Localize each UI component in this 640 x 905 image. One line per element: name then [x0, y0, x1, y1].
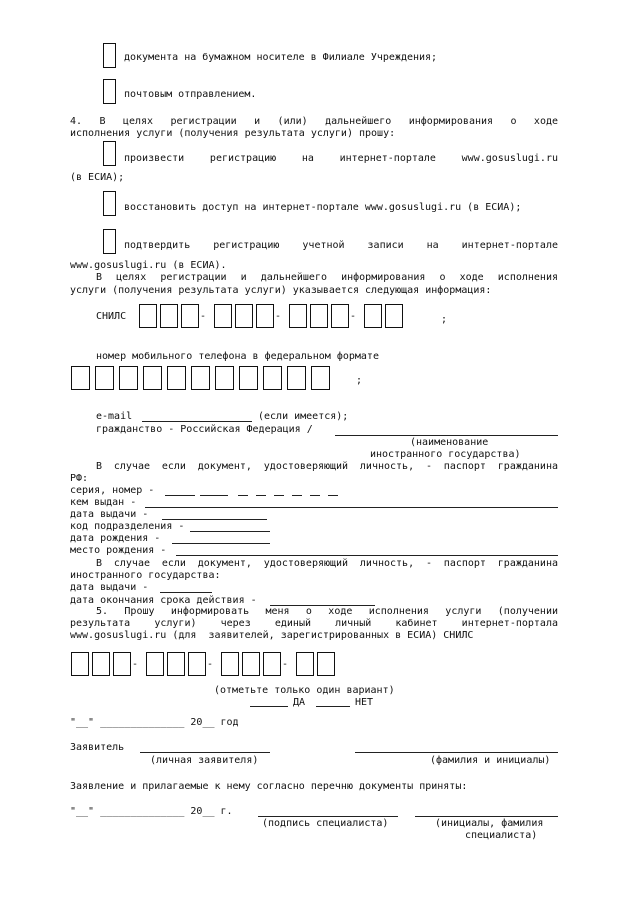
- division-code-field[interactable]: [190, 531, 270, 532]
- dash-separator: -: [350, 311, 357, 322]
- paragraph-4-line1: 4. В целях регистрации и (или) дальнейшего информирования о ходе: [70, 116, 558, 127]
- digit-cell[interactable]: [235, 304, 253, 328]
- applicant-signature-field[interactable]: [140, 752, 270, 753]
- number-digit-field[interactable]: [310, 495, 320, 496]
- citizenship-label: гражданство - Российская Федерация /: [96, 424, 313, 435]
- digit-cell[interactable]: [92, 652, 110, 676]
- accepted-line: Заявление и прилагаемые к нему согласно перечню документы приняты:: [70, 781, 468, 792]
- issued-by-label: кем выдан -: [70, 497, 137, 508]
- checkbox-restore[interactable]: [103, 191, 116, 216]
- birth-place-label: место рождения -: [70, 545, 167, 556]
- digit-cell[interactable]: [296, 652, 314, 676]
- application-date: "__" ______________ 20__ год: [70, 717, 239, 728]
- paragraph-5-line1: 5. Прошу информировать меня о ходе исполнения услуги (получении: [96, 606, 558, 617]
- issued-by-field[interactable]: [145, 507, 558, 508]
- option-mail-label: почтовым отправлением.: [124, 89, 257, 100]
- digit-cell[interactable]: [331, 304, 349, 328]
- foreign-passport-line2: иностранного государства:: [70, 570, 221, 581]
- phone-label: номер мобильного телефона в федеральном формате: [96, 351, 379, 362]
- digit-cell[interactable]: [385, 304, 403, 328]
- foreign-passport-line1: В случае если документ, удостоверяющий личность, - паспорт гражданина: [96, 558, 558, 569]
- digit-cell[interactable]: [167, 366, 186, 390]
- dash-separator: -: [200, 311, 207, 322]
- birth-date-field[interactable]: [172, 543, 270, 544]
- digit-cell[interactable]: [263, 366, 282, 390]
- dash-separator: -: [282, 659, 289, 670]
- number-digit-field[interactable]: [274, 495, 284, 496]
- info-paragraph-line2: услуги (получения результата услуги) указывается следующая информация:: [70, 285, 492, 296]
- snils-terminator: ;: [441, 314, 448, 325]
- yes-field[interactable]: [250, 706, 288, 707]
- number-digit-field[interactable]: [328, 495, 338, 496]
- division-code-label: код подразделения -: [70, 521, 185, 532]
- digit-cell[interactable]: [364, 304, 382, 328]
- specialist-name-field[interactable]: [415, 816, 558, 817]
- issue-date-field[interactable]: [162, 519, 267, 520]
- option-restore-label: восстановить доступ на интернет-портале www.gosuslugi.ru (в ЕСИА);: [124, 202, 522, 213]
- digit-cell[interactable]: [71, 366, 90, 390]
- digit-cell[interactable]: [239, 366, 258, 390]
- digit-cell[interactable]: [289, 304, 307, 328]
- digit-cell[interactable]: [160, 304, 178, 328]
- option-register-label-cont: (в ЕСИА);: [70, 172, 125, 183]
- email-note: (если имеется);: [258, 411, 349, 422]
- series-field-2[interactable]: [200, 495, 228, 496]
- digit-cell[interactable]: [119, 366, 138, 390]
- choose-one-caption: (отметьте только один вариант): [214, 685, 395, 696]
- digit-cell[interactable]: [287, 366, 306, 390]
- option-confirm-label-cont: www.gosuslugi.ru (в ЕСИА).: [70, 260, 227, 271]
- acceptance-date: "__" ______________ 20__ г.: [70, 806, 233, 817]
- yes-label: ДА: [293, 697, 306, 708]
- email-label: e-mail: [96, 411, 133, 422]
- digit-cell[interactable]: [95, 366, 114, 390]
- applicant-signature-caption: (личная заявителя): [150, 755, 259, 766]
- digit-cell[interactable]: [113, 652, 131, 676]
- digit-cell[interactable]: [167, 652, 185, 676]
- checkbox-paper[interactable]: [103, 43, 116, 68]
- applicant-name-caption: (фамилия и инициалы): [430, 755, 551, 766]
- phone-terminator: ;: [356, 375, 363, 386]
- issue-date2-field[interactable]: [160, 592, 212, 593]
- digit-cell[interactable]: [139, 304, 157, 328]
- expiry-date-label: дата окончания срока действия -: [70, 595, 257, 606]
- digit-cell[interactable]: [311, 366, 330, 390]
- dash-separator: -: [275, 311, 282, 322]
- rf-passport-line1: В случае если документ, удостоверяющий личность, - паспорт гражданина: [96, 461, 558, 472]
- digit-cell[interactable]: [71, 652, 89, 676]
- digit-cell[interactable]: [256, 304, 274, 328]
- email-field[interactable]: [142, 421, 252, 422]
- digit-cell[interactable]: [191, 366, 210, 390]
- digit-cell[interactable]: [215, 366, 234, 390]
- birth-place-field[interactable]: [176, 555, 558, 556]
- issue-date-label: дата выдачи -: [70, 509, 149, 520]
- option-confirm-label: подтвердить регистрацию учетной записи на интернет-портале: [124, 240, 558, 251]
- digit-cell[interactable]: [242, 652, 260, 676]
- foreign-state-caption-cont: иностранного государства): [370, 449, 521, 460]
- number-digit-field[interactable]: [292, 495, 302, 496]
- specialist-signature-caption: (подпись специалиста): [262, 818, 389, 829]
- checkbox-mail[interactable]: [103, 79, 116, 104]
- checkbox-register[interactable]: [103, 141, 116, 166]
- digit-cell[interactable]: [188, 652, 206, 676]
- paragraph-5-line3: www.gosuslugi.ru (для заявителей, зарегистрированных в ЕСИА) СНИЛС: [70, 630, 474, 641]
- digit-cell[interactable]: [221, 652, 239, 676]
- series-number-label: серия, номер -: [70, 485, 155, 496]
- digit-cell[interactable]: [263, 652, 281, 676]
- specialist-signature-field[interactable]: [258, 816, 398, 817]
- option-paper-label: документа на бумажном носителе в Филиале Учреждения;: [124, 52, 438, 63]
- foreign-state-caption: (наименование: [410, 437, 489, 448]
- digit-cell[interactable]: [143, 366, 162, 390]
- number-digit-field[interactable]: [238, 495, 248, 496]
- snils-label: СНИЛС: [96, 311, 127, 322]
- digit-cell[interactable]: [310, 304, 328, 328]
- birth-date-label: дата рождения -: [70, 533, 161, 544]
- option-register-label: произвести регистрацию на интернет-портале www.gosuslugi.ru: [124, 153, 558, 164]
- digit-cell[interactable]: [181, 304, 199, 328]
- no-label: НЕТ: [355, 697, 374, 708]
- specialist-name-caption-cont: специалиста): [465, 830, 538, 841]
- applicant-name-field[interactable]: [355, 752, 558, 753]
- digit-cell[interactable]: [317, 652, 335, 676]
- checkbox-confirm[interactable]: [103, 229, 116, 254]
- series-field-1[interactable]: [165, 495, 195, 496]
- rf-passport-line2: РФ:: [70, 473, 89, 484]
- dash-separator: -: [132, 659, 139, 670]
- digit-cell[interactable]: [146, 652, 164, 676]
- paragraph-5-line2: результата услуги) через единый личный кабинет интернет-портала: [70, 618, 558, 629]
- applicant-label: Заявитель: [70, 742, 125, 753]
- number-digit-field[interactable]: [256, 495, 266, 496]
- no-field[interactable]: [316, 706, 350, 707]
- issue-date2-label: дата выдачи -: [70, 582, 149, 593]
- foreign-state-field[interactable]: [335, 435, 558, 436]
- paragraph-4-line2: исполнения услуги (получения результата услуги) прошу:: [70, 128, 396, 139]
- digit-cell[interactable]: [214, 304, 232, 328]
- specialist-name-caption: (инициалы, фамилия: [435, 818, 544, 829]
- info-paragraph-line1: В целях регистрации и дальнейшего информирования о ходе исполнения: [96, 272, 558, 283]
- dash-separator: -: [207, 659, 214, 670]
